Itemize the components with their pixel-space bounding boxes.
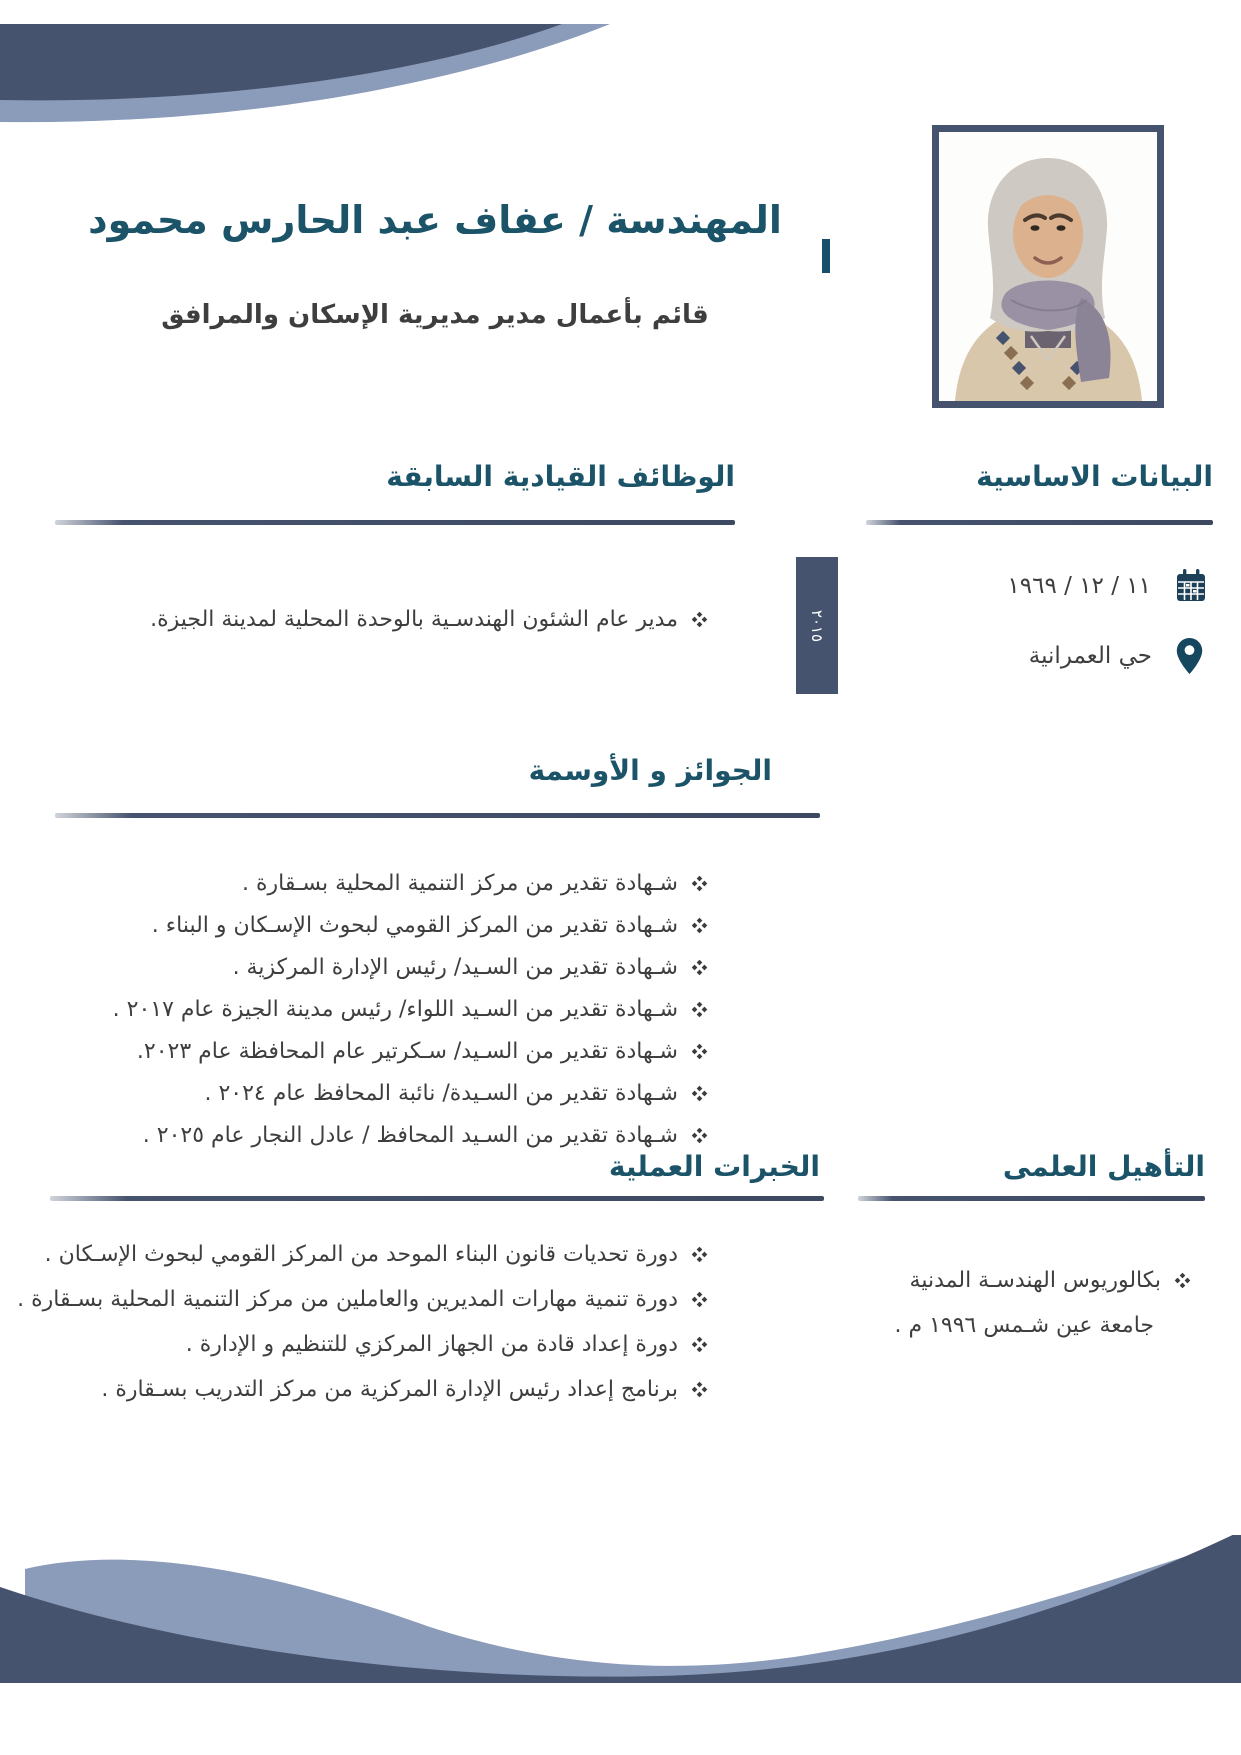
experience-item-text: دورة إعداد قادة من الجهاز المركزي للتنظيم و الإدارة .: [185, 1332, 678, 1357]
list-item: [55, 1322, 705, 1367]
four-diamond-bullet-icon: [692, 1292, 708, 1308]
birth-date-row: [1007, 560, 1207, 612]
experience-item-text: برنامج إعداد رئيس الإدارة المركزية من مركز التدريب بسـقارة .: [101, 1377, 678, 1402]
list-item: [55, 946, 705, 988]
award-item-text: شـهادة تقدير من السـيد/ سـكرتير عام المحافظة عام ٢٠٢٣.: [136, 1038, 678, 1064]
location-pin-icon: [1176, 638, 1203, 674]
list-item: [55, 1030, 705, 1072]
section-title-awards: الجوائز و الأوسمة: [528, 754, 772, 787]
award-item-text: شـهادة تقدير من السـيد/ رئيس الإدارة المركزية .: [232, 954, 678, 980]
four-diamond-bullet-icon: [692, 1247, 708, 1263]
experience-item-text: دورة تنمية مهارات المديرين والعاملين من مركز التنمية المحلية بسـقارة .: [17, 1287, 678, 1312]
section-title-education: التأهيل العلمى: [1002, 1150, 1205, 1183]
previous-jobs-list: [55, 596, 705, 642]
four-diamond-bullet-icon: [692, 1043, 708, 1059]
list-item: [55, 1072, 705, 1114]
four-diamond-bullet-icon: [692, 611, 708, 627]
year-tab: [796, 557, 838, 694]
four-diamond-bullet-icon: [692, 875, 708, 891]
list-item: [55, 862, 705, 904]
award-item-text: شـهادة تقدير من السـيد اللواء/ رئيس مدينة الجيزة عام ٢٠١٧ .: [112, 996, 678, 1022]
degree-text: بكالوريوس الهندسـة المدنية: [909, 1267, 1161, 1293]
four-diamond-bullet-icon: [692, 959, 708, 975]
person-name: المهندسة / عفاف عبد الحارس محمود: [88, 198, 782, 242]
four-diamond-bullet-icon: [692, 917, 708, 933]
list-item: [55, 1367, 705, 1412]
four-diamond-bullet-icon: [1175, 1272, 1191, 1288]
job-item-text: مدير عام الشئون الهندسـية بالوحدة المحلية لمدينة الجيزة.: [150, 606, 678, 632]
award-item-text: شـهادة تقدير من السـيد المحافظ / عادل النجار عام ٢٠٢٥ .: [142, 1122, 678, 1148]
birth-date-value: ١١ / ١٢ / ١٩٦٩: [1007, 573, 1151, 599]
profile-photo: [932, 125, 1164, 408]
list-item: [55, 904, 705, 946]
list-item: [55, 596, 705, 642]
accent-bar: [822, 239, 830, 273]
list-item: [866, 1258, 1188, 1302]
list-item: [17, 1277, 705, 1322]
four-diamond-bullet-icon: [692, 1127, 708, 1143]
basic-info-underline: [866, 520, 1213, 525]
award-item-text: شـهادة تقدير من المركز القومي لبحوث الإسـكان و البناء .: [151, 912, 678, 938]
education-list: [866, 1258, 1188, 1302]
experience-item-text: دورة تحديات قانون البناء الموحد من المركز القومي لبحوث الإسـكان .: [44, 1242, 678, 1267]
four-diamond-bullet-icon: [692, 1382, 708, 1398]
calendar-icon: [1175, 569, 1207, 603]
portrait-illustration: [939, 132, 1157, 401]
award-item-text: شـهادة تقدير من السـيدة/ نائبة المحافظ عام ٢٠٢٤ .: [204, 1080, 678, 1106]
address-value: حي العمرانية: [1028, 643, 1152, 669]
awards-list: [55, 862, 705, 1156]
year-tab-label: ٢٠١٥: [808, 609, 827, 642]
experience-list: [17, 1232, 705, 1412]
four-diamond-bullet-icon: [692, 1337, 708, 1353]
education-underline: [858, 1196, 1205, 1201]
award-item-text: شـهادة تقدير من مركز التنمية المحلية بسـقارة .: [242, 870, 678, 896]
awards-underline: [55, 813, 820, 818]
four-diamond-bullet-icon: [692, 1085, 708, 1101]
experience-underline: [50, 1196, 824, 1201]
person-job-title: قائم بأعمال مدير مديرية الإسكان والمرافق: [161, 300, 709, 330]
bottom-wave-decoration: [0, 1535, 1241, 1685]
section-title-basic-info: البيانات الاساسية: [976, 460, 1213, 493]
list-item: [55, 988, 705, 1030]
top-wave-decoration: [0, 0, 1241, 140]
section-title-previous-jobs: الوظائف القيادية السابقة: [386, 460, 735, 493]
four-diamond-bullet-icon: [692, 1001, 708, 1017]
previous-jobs-underline: [55, 520, 735, 525]
list-item: [44, 1232, 705, 1277]
address-row: [1029, 630, 1203, 682]
section-title-experience: الخبرات العملية: [608, 1150, 820, 1183]
university-text: جامعة عين شـمس ١٩٩٦ م .: [894, 1312, 1154, 1338]
